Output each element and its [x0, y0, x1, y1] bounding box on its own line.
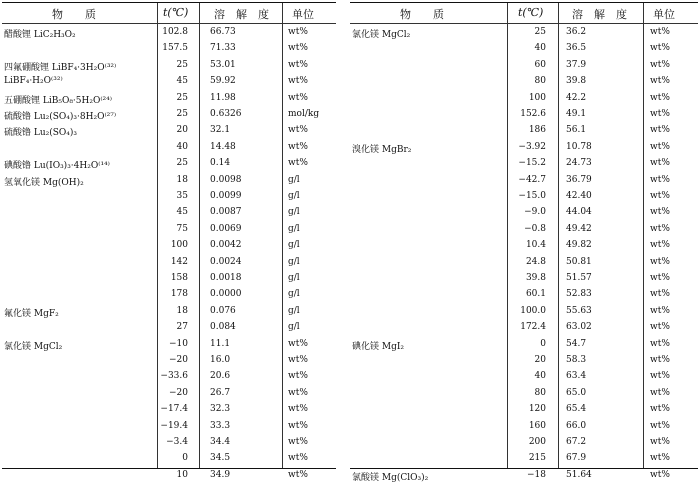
header-unit: 单位	[653, 8, 675, 21]
solubility-cell: 0.0098	[210, 174, 242, 185]
unit-cell: wt%	[650, 437, 670, 447]
header-rule	[2, 23, 336, 24]
unit-cell: wt%	[650, 92, 670, 103]
table-row	[350, 205, 698, 222]
temperature-cell: 25	[534, 27, 546, 37]
temperature-cell: 102.8	[162, 27, 188, 37]
solubility-cell: 59.92	[210, 76, 236, 87]
temperature-cell: −17.4	[160, 404, 188, 415]
table-row	[350, 25, 698, 42]
unit-cell: wt%	[650, 453, 670, 464]
solubility-cell: 49.42	[566, 223, 592, 234]
temperature-cell: −19.4	[160, 420, 188, 431]
temperature-cell: −3.92	[518, 141, 546, 152]
temperature-cell: 157.5	[162, 43, 188, 54]
unit-cell: wt%	[288, 76, 308, 87]
solubility-cell: 54.7	[566, 338, 587, 349]
substance-cell: 碘化镁 MgI₂	[352, 341, 405, 352]
table-row	[350, 337, 698, 354]
table-row	[350, 320, 698, 337]
temperature-cell: −18	[527, 469, 546, 480]
unit-cell: wt%	[650, 43, 670, 54]
temperature-cell: 186	[528, 125, 546, 136]
substance-cell: 四氟硼酸锂 LiBF₄·3H₂O⁽³²⁾	[4, 62, 117, 73]
solubility-cell: 0.0099	[210, 191, 242, 201]
table-row	[2, 369, 336, 386]
table-row	[2, 140, 336, 157]
table-row	[350, 255, 698, 272]
solubility-cell: 51.57	[566, 273, 592, 283]
table-row	[350, 353, 698, 370]
substance-cell: 氯化镁 MgCl₂	[352, 30, 411, 40]
table-row	[350, 287, 698, 304]
unit-cell: wt%	[650, 125, 670, 136]
solubility-cell: 16.0	[210, 355, 231, 365]
solubility-cell: 0.0000	[210, 289, 242, 300]
solubility-cell: 0.076	[210, 305, 236, 316]
temperature-cell: 172.4	[520, 322, 546, 333]
substance-cell: 氟化镁 MgF₂	[4, 308, 59, 319]
solubility-cell: 34.4	[210, 437, 231, 447]
table-row	[350, 304, 698, 321]
temperature-cell: 40	[534, 43, 546, 54]
right-table	[350, 2, 698, 483]
table-row	[2, 353, 336, 370]
left-table	[2, 2, 336, 480]
table-row	[2, 205, 336, 222]
temperature-cell: −9.0	[524, 207, 546, 218]
temperature-cell: 20	[534, 355, 546, 365]
solubility-cell: 26.7	[210, 387, 231, 398]
unit-cell: wt%	[288, 43, 308, 54]
temperature-cell: 25	[176, 158, 188, 169]
unit-cell: wt%	[288, 59, 308, 70]
unit-cell: wt%	[288, 27, 308, 37]
table-row	[2, 107, 336, 124]
table-row	[350, 369, 698, 386]
unit-cell: wt%	[650, 469, 670, 480]
temperature-cell: −42.7	[518, 174, 546, 185]
substance-cell: 五硼酸锂 LiB₅O₈·5H₂O⁽²⁴⁾	[4, 95, 112, 106]
temperature-cell: 25	[176, 59, 188, 70]
temperature-cell: 80	[534, 76, 546, 87]
temperature-cell: 45	[176, 207, 188, 218]
table-row	[350, 156, 698, 173]
unit-cell: wt%	[650, 141, 670, 152]
solubility-cell: 49.1	[566, 109, 587, 119]
table-row	[2, 173, 336, 190]
table-row	[2, 74, 336, 91]
temperature-cell: 80	[534, 387, 546, 398]
solubility-cell: 49.82	[566, 240, 592, 251]
solubility-cell: 66.73	[210, 27, 236, 37]
temperature-cell: 0	[540, 338, 546, 349]
unit-cell: wt%	[288, 125, 308, 136]
solubility-cell: 42.2	[566, 92, 587, 103]
substance-cell: 碘酸镥 Lu(IO₃)₃·4H₂O⁽¹⁴⁾	[4, 161, 110, 172]
table-row	[350, 41, 698, 58]
table-row	[2, 304, 336, 321]
table-row	[2, 41, 336, 58]
temperature-cell: 100.0	[520, 305, 546, 316]
solubility-cell: 71.33	[210, 43, 236, 54]
header-rule	[350, 23, 698, 24]
unit-cell: wt%	[288, 355, 308, 365]
unit-cell: wt%	[288, 404, 308, 415]
solubility-cell: 53.01	[210, 59, 236, 70]
solubility-cell: 52.83	[566, 289, 592, 300]
unit-cell: wt%	[650, 240, 670, 251]
unit-cell: g/l	[288, 223, 300, 234]
table-row	[2, 468, 336, 485]
temperature-cell: 18	[176, 305, 188, 316]
table-row	[350, 58, 698, 75]
solubility-cell: 36.5	[566, 43, 587, 54]
solubility-cell: 63.02	[566, 322, 592, 333]
solubility-cell: 0.14	[210, 158, 231, 169]
table-row	[350, 386, 698, 403]
solubility-cell: 33.3	[210, 420, 231, 431]
solubility-cell: 67.9	[566, 453, 587, 464]
temperature-cell: 100	[528, 92, 546, 103]
solubility-cell: 0.0024	[210, 256, 242, 267]
solubility-cell: 0.0018	[210, 273, 242, 283]
solubility-cell: 42.40	[566, 191, 592, 201]
unit-cell: wt%	[650, 76, 670, 87]
table-row	[2, 91, 336, 108]
table-row	[2, 320, 336, 337]
unit-cell: wt%	[650, 223, 670, 234]
solubility-cell: 55.63	[566, 305, 592, 316]
substance-cell: LiBF₄·H₂O⁽³²⁾	[4, 76, 63, 87]
unit-cell: wt%	[650, 27, 670, 37]
table-row	[2, 123, 336, 140]
temperature-cell: 40	[534, 371, 546, 382]
temperature-cell: −0.8	[524, 223, 546, 234]
unit-cell: wt%	[288, 92, 308, 103]
unit-cell: wt%	[650, 338, 670, 349]
solubility-cell: 0.0069	[210, 223, 242, 234]
table-row	[350, 419, 698, 436]
solubility-cell: 11.98	[210, 92, 236, 103]
table-row	[350, 74, 698, 91]
unit-cell: wt%	[650, 273, 670, 283]
temperature-cell: −33.6	[160, 371, 188, 382]
solubility-cell: 20.6	[210, 371, 231, 382]
unit-cell: wt%	[288, 387, 308, 398]
table-row	[2, 189, 336, 206]
temperature-cell: 75	[176, 223, 188, 234]
solubility-cell: 14.48	[210, 141, 236, 152]
unit-cell: wt%	[650, 158, 670, 169]
header-substance: 物 质	[400, 8, 444, 21]
unit-cell: g/l	[288, 174, 300, 185]
table-row	[2, 419, 336, 436]
table-row	[2, 386, 336, 403]
substance-cell: 硫酸镥 Lu₂(SO₄)₃·8H₂O⁽²⁷⁾	[4, 112, 117, 122]
temperature-cell: −10	[169, 338, 188, 349]
solubility-cell: 58.3	[566, 355, 587, 365]
temperature-cell: 152.6	[520, 109, 546, 119]
unit-cell: g/l	[288, 191, 300, 201]
table-row	[350, 402, 698, 419]
table-row	[350, 107, 698, 124]
header-temperature: t(℃)	[163, 6, 189, 19]
unit-cell: g/l	[288, 273, 300, 283]
solubility-cell: 0.0087	[210, 207, 242, 218]
unit-cell: wt%	[288, 469, 308, 480]
temperature-cell: 39.8	[525, 273, 546, 283]
temperature-cell: 27	[176, 322, 188, 333]
unit-cell: mol/kg	[288, 109, 320, 119]
header-substance: 物 质	[52, 8, 96, 21]
substance-cell: 醋酸锂 LiC₂H₃O₂	[4, 30, 76, 40]
unit-cell: wt%	[650, 322, 670, 333]
solubility-cell: 66.0	[566, 420, 587, 431]
solubility-cell: 56.1	[566, 125, 587, 136]
unit-cell: wt%	[650, 404, 670, 415]
temperature-cell: 24.8	[525, 256, 546, 267]
temperature-cell: 25	[176, 92, 188, 103]
temperature-cell: 10.4	[525, 240, 546, 251]
unit-cell: wt%	[650, 109, 670, 119]
temperature-cell: 158	[170, 273, 188, 283]
solubility-cell: 44.04	[566, 207, 592, 218]
unit-cell: wt%	[288, 371, 308, 382]
solubility-cell: 50.81	[566, 256, 592, 267]
table-row	[350, 451, 698, 468]
solubility-cell: 11.1	[210, 338, 231, 349]
table-row	[2, 238, 336, 255]
table-row	[2, 337, 336, 354]
unit-cell: g/l	[288, 322, 300, 333]
table-row	[2, 25, 336, 42]
substance-cell: 氢氧化镁 Mg(OH)₂	[4, 177, 84, 188]
table-row	[2, 271, 336, 288]
unit-cell: wt%	[650, 256, 670, 267]
unit-cell: wt%	[650, 59, 670, 70]
table-row	[2, 255, 336, 272]
header-unit: 单位	[292, 8, 314, 21]
solubility-cell: 36.2	[566, 27, 587, 37]
solubility-cell: 32.3	[210, 404, 231, 415]
temperature-cell: 215	[528, 453, 546, 464]
temperature-cell: 160	[528, 420, 546, 431]
temperature-cell: 178	[170, 289, 188, 300]
unit-cell: wt%	[288, 437, 308, 447]
substance-cell: 硫酸镥 Lu₂(SO₄)₃	[4, 128, 78, 139]
solubility-cell: 63.4	[566, 371, 587, 382]
solubility-cell: 0.6326	[210, 109, 242, 119]
unit-cell: wt%	[650, 420, 670, 431]
unit-cell: wt%	[288, 420, 308, 431]
table-row	[350, 189, 698, 206]
solubility-cell: 39.8	[566, 76, 587, 87]
header-solubility: 溶 解 度	[214, 8, 269, 21]
unit-cell: wt%	[650, 289, 670, 300]
unit-cell: wt%	[288, 338, 308, 349]
unit-cell: wt%	[650, 191, 670, 201]
unit-cell: wt%	[650, 387, 670, 398]
temperature-cell: 10	[176, 469, 188, 480]
temperature-cell: 35	[176, 191, 188, 201]
unit-cell: g/l	[288, 256, 300, 267]
temperature-cell: 120	[528, 404, 546, 415]
temperature-cell: −15.2	[518, 158, 546, 169]
solubility-cell: 34.5	[210, 453, 231, 464]
table-row	[350, 435, 698, 452]
solubility-cell: 67.2	[566, 437, 587, 447]
temperature-cell: 60	[534, 59, 546, 70]
table-row	[350, 140, 698, 157]
table-row	[350, 271, 698, 288]
table-row	[2, 402, 336, 419]
temperature-cell: 45	[176, 76, 188, 87]
temperature-cell: 18	[176, 174, 188, 185]
temperature-cell: 60.1	[525, 289, 546, 300]
unit-cell: wt%	[288, 141, 308, 152]
solubility-cell: 37.9	[566, 59, 587, 70]
unit-cell: wt%	[288, 453, 308, 464]
solubility-cell: 65.4	[566, 404, 587, 415]
solubility-cell: 65.0	[566, 387, 587, 398]
substance-cell: 氯酸镁 Mg(ClO₃)₂	[352, 472, 429, 483]
unit-cell: g/l	[288, 207, 300, 218]
table-row	[350, 123, 698, 140]
solubility-cell: 0.084	[210, 322, 236, 333]
temperature-cell: −3.4	[166, 437, 188, 447]
unit-cell: g/l	[288, 289, 300, 300]
table-row	[2, 156, 336, 173]
table-row	[350, 238, 698, 255]
temperature-cell: 40	[176, 141, 188, 152]
temperature-cell: 0	[182, 453, 188, 464]
temperature-cell: 100	[170, 240, 188, 251]
unit-cell: g/l	[288, 305, 300, 316]
substance-cell: 氯化镁 MgCl₂	[4, 341, 63, 352]
solubility-cell: 51.64	[566, 469, 592, 480]
table-row	[350, 222, 698, 239]
table-row	[350, 173, 698, 190]
header-temperature: t(℃)	[518, 6, 544, 19]
table-row	[350, 91, 698, 108]
unit-cell: wt%	[650, 174, 670, 185]
solubility-cell: 32.1	[210, 125, 231, 136]
unit-cell: wt%	[650, 371, 670, 382]
temperature-cell: 200	[528, 437, 546, 447]
table-row	[2, 435, 336, 452]
table-row	[2, 58, 336, 75]
header-solubility: 溶 解 度	[572, 8, 627, 21]
temperature-cell: −15.0	[518, 191, 546, 201]
unit-cell: g/l	[288, 240, 300, 251]
temperature-cell: 20	[176, 125, 188, 136]
unit-cell: wt%	[650, 305, 670, 316]
table-row	[350, 468, 698, 485]
unit-cell: wt%	[288, 158, 308, 169]
temperature-cell: −20	[169, 387, 188, 398]
unit-cell: wt%	[650, 207, 670, 218]
solubility-cell: 10.78	[566, 141, 592, 152]
table-row	[2, 222, 336, 239]
solubility-cell: 0.0042	[210, 240, 242, 251]
temperature-cell: 25	[176, 109, 188, 119]
table-row	[2, 451, 336, 468]
temperature-cell: −20	[169, 355, 188, 365]
solubility-cell: 34.9	[210, 469, 231, 480]
substance-cell: 溴化镁 MgBr₂	[352, 144, 412, 155]
solubility-cell: 36.79	[566, 174, 592, 185]
table-row	[2, 287, 336, 304]
solubility-cell: 24.73	[566, 158, 592, 169]
unit-cell: wt%	[650, 355, 670, 365]
temperature-cell: 142	[170, 256, 188, 267]
